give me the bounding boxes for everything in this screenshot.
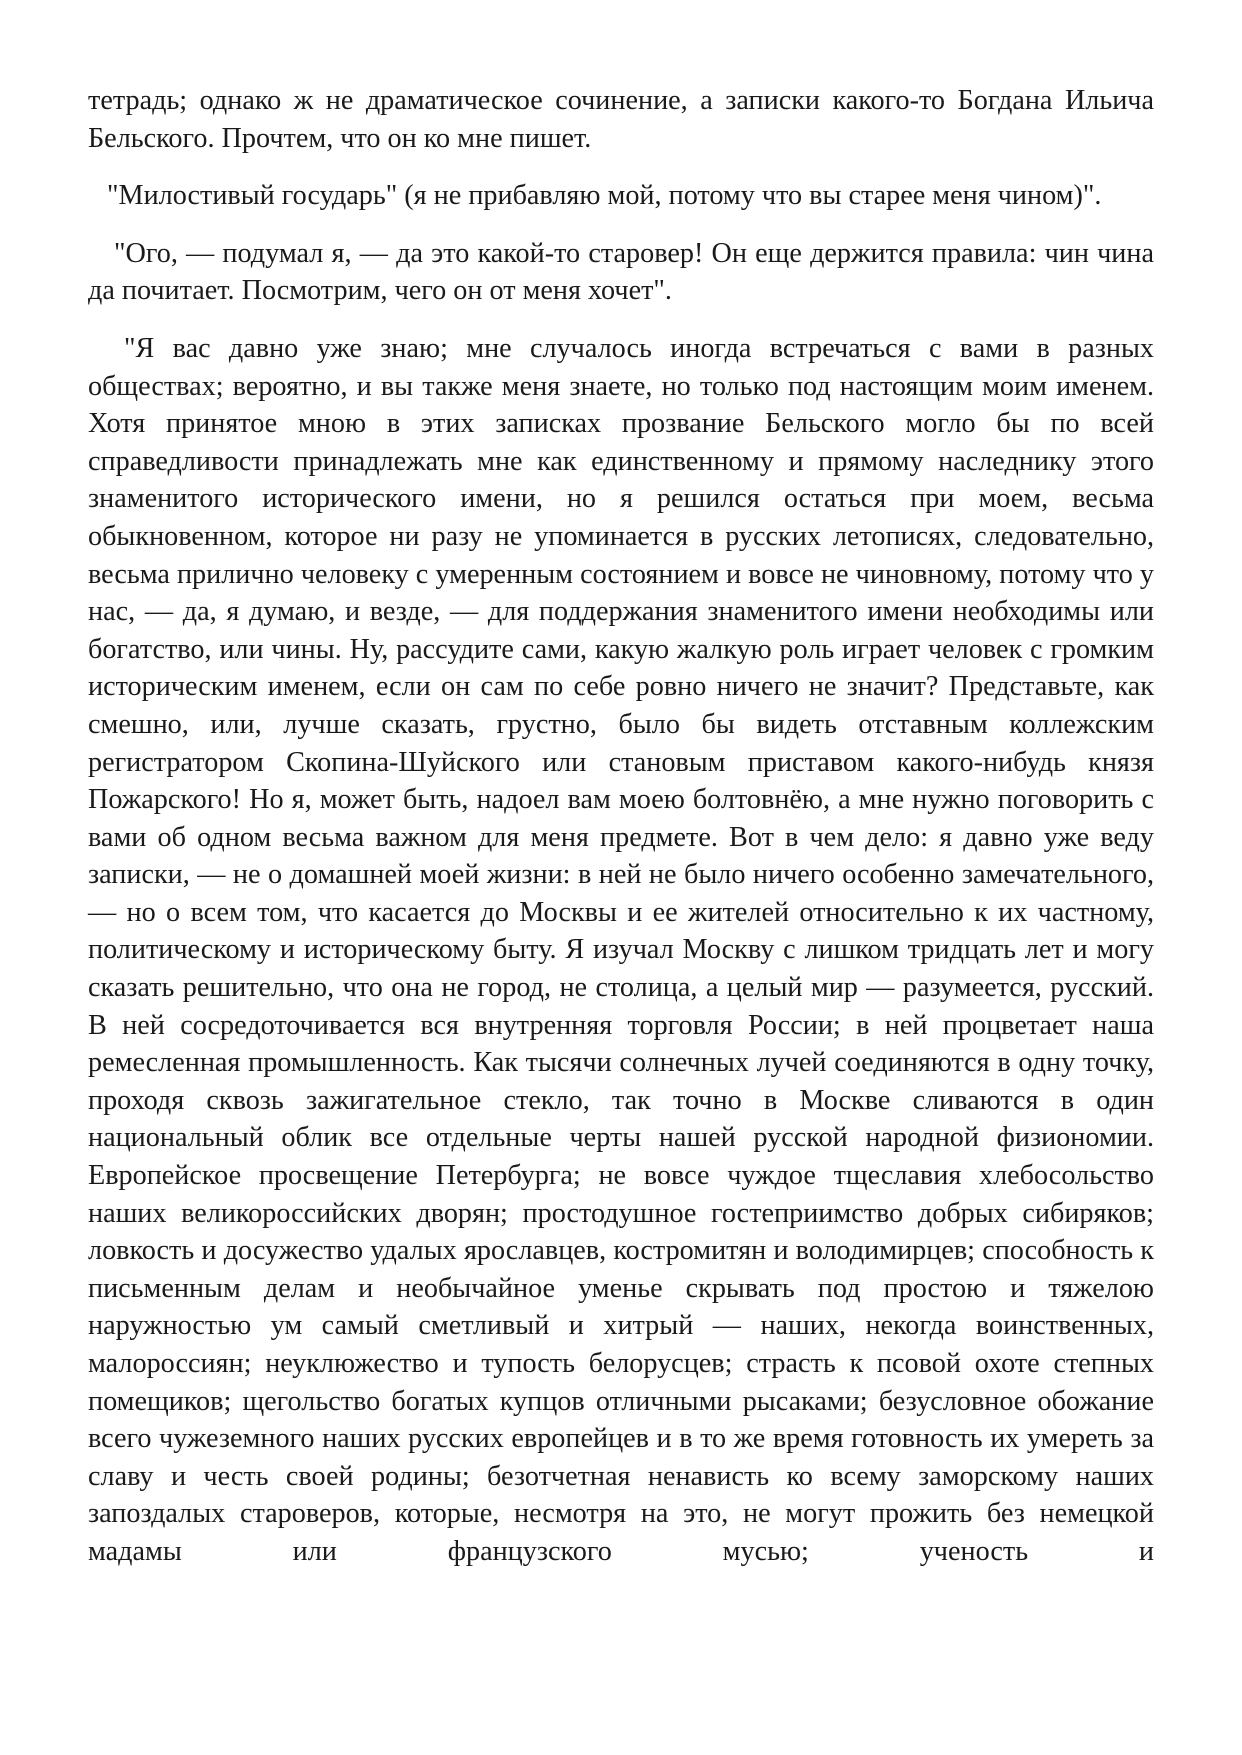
paragraph-salutation: "Милостивый государь" (я не прибавляю мой, потому что вы старее меня чином)". [107, 180, 1102, 212]
paragraph-narrator-thought: "Ого, — подумал я, — да это какой-то старовер! Он еще держится правила: чин чина да почитает. Посмотрим, чего он от меня хочет". [88, 237, 1154, 307]
paragraph-letter-body: "Я вас давно уже знаю; мне случалось иногда встречаться с вами в разных обществах; вероятно, и вы также меня знаете, но только под настоящим моим именем. Хотя принятое мною в этих записках прозвание Бельского могло бы по всей справедливости принадлежать мне как единственному и прямому наследнику этого знаменитого исторического имени, но я решился остаться при моем, весьма обыкновенном, которое ни разу не упоминается в русских летописях, следовательно, весьма прилично человеку с умеренным состоянием и вовсе не чиновному, потому что у нас, — да, я думаю, и везде, — для поддержания знаменитого имени необходимы или богатство, или чины. Ну, рассудите сами, какую жалкую роль играет человек с громким историческим именем, если он сам по себе ровно ничего не значит? Представьте, как смешно, или, лучше сказать, грустно, было бы видеть отставным коллежским регистратором Скопина-Шуйского или становым приставом какого-нибудь князя Пожарского! Но я, может быть, надоел вам моею болтовнёю, а мне нужно поговорить с вами об одном весьма важном для меня предмете. Вот в чем дело: я давно уже веду записки, — не о домашней моей жизни: в ней не было ничего особенно замечательного, — но о всем том, что касается до Москвы и ее жителей относительно к их частному, политическому и историческому быту. Я изучал Москву с лишком тридцать лет и могу сказать решительно, что она не город, не столица, а целый мир — разумеется, русский. В ней сосредоточивается вся внутренняя торговля России; в ней процветает наша ремесленная промышленность. Как тысячи солнечных лучей соединяются в одну точку, проходя сквозь зажигательное стекло, так точно в Москве сливаются в один национальный облик все отдельные черты нашей русской народной физиономии. Европейское просвещение Петербурга; не вовсе чуждое тщеславия хлебосольство наших великороссийских дворян; простодушное гостеприимство добрых сибиряков; ловкость и досужество удалых ярославцев, костромитян и володимирцев; способность к письменным делам и необычайное уменье скрывать под простою и тяжелою наружностью ум самый сметливый и хитрый — наших, некогда воинственных, малороссиян; неуклюжество и тупость белорусцев; страсть к псовой охоте степных помещиков; щегольство богатых купцов отличными рысаками; безусловное обожание всего чужеземного наших русских европейцев и в то же время готовность их умереть за славу и честь своей родины; безотчетная ненависть ко всему заморскому наших запоздалых староверов, которые, несмотря на это, не могут прожить без немецкой мадамы или французского мусью; ученость и [88, 332, 1154, 1567]
document-page [88, 82, 1154, 1591]
paragraph-continuation: тетрадь; однако ж не драматическое сочинение, а записки какого-то Богдана Ильича Бельского. Прочтем, что он ко мне пишет. [88, 85, 1154, 154]
